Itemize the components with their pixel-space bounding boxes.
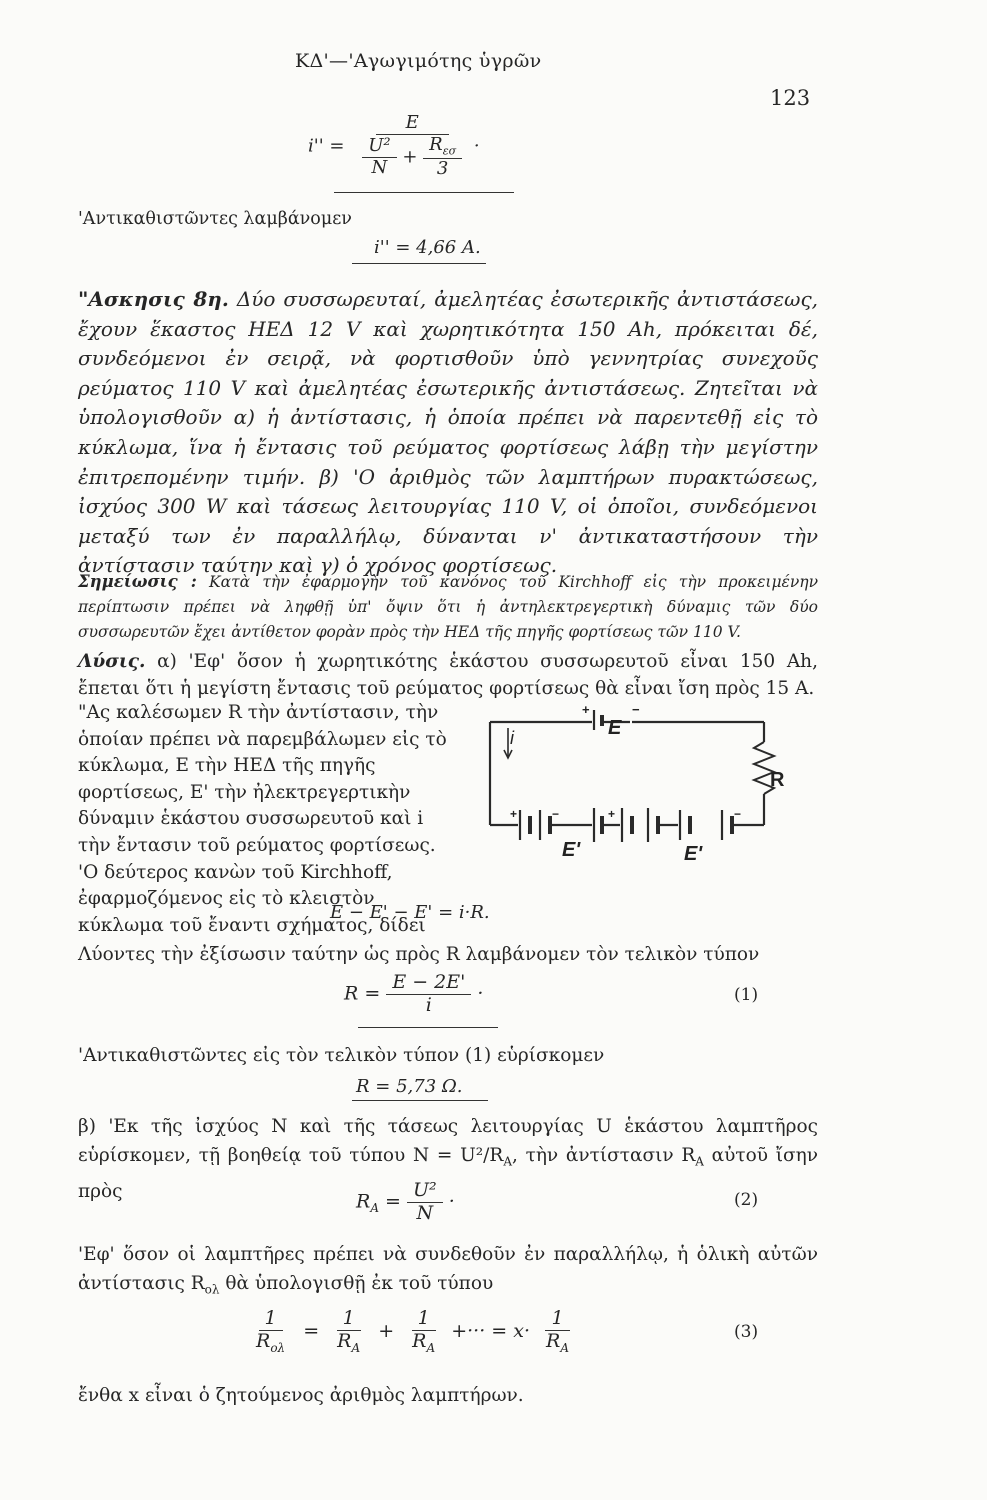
parallel-lamps-text: 'Εφ' ὅσον οἱ λαμπτῆρες πρέπει νὰ συνδεθοῦν ἐν παραλλήλῳ, ἡ ὁλικὴ αὐτῶν ἀντίστασις $R_{o\lambda}$ θὰ ὑπολογισθῇ ἐκ τοῦ τύπου [78, 1244, 818, 1297]
cell-minus-2: − [734, 807, 742, 821]
part-b: β) 'Εκ τῆς ἰσχύος N καὶ τῆς τάσεως λειτουργίας U ἑκάστου λαμπτῆρος εὑρίσκομεν, τῇ βοηθείᾳ τοῦ τύπου $N = U^2/R_A$, τὴν ἀντίστασιν $R_A$ αὐτοῦ ἴσην πρὸς [78, 1116, 818, 1202]
equation-underline [334, 192, 514, 193]
solution [78, 648, 818, 702]
cell-plus-1: + [510, 807, 518, 821]
source-plus: + [582, 702, 590, 717]
equation-3: $\frac{1}{R_{o\lambda}}$ = $\frac{1}{R_A}$ + $\frac{1}{R_A}$ +··· = x· $\frac{1}{R_A}$ [256, 1307, 570, 1355]
note-body: Κατὰ τὴν ἐφαρμογὴν τοῦ κανόνος τοῦ Kirchhoff εἰς τὴν προκειμένην περίπτωσιν πρέπει νὰ ληφθῇ ὑπ' ὄψιν ὅτι ἡ ἀντηλεκτρεγερτικὴ δύναμις τῶν δύο συσσωρευτῶν ἔχει ἀντίθετον φορὰν πρὸς τὴν ΗΕΔ τῆς πηγῆς φορτίσεως τῶν 110 V. [78, 573, 818, 641]
source-label: E [608, 717, 622, 739]
cell-minus-1: − [552, 807, 560, 821]
exercise-body: Δύο συσσωρευταί, ἀμελητέας ἐσωτερικῆς ἀντιστάσεως, ἔχουν ἕκαστος ΗΕΔ 12 V καὶ χωρητικότητα 150 Ah, πρόκειται δέ, συνδεόμενοι ἐν σειρᾷ, νὰ φορτισθοῦν ὑπὸ γεννητρίας συνεχοῦς ρεύματος 110 V καὶ ἀμελητέας ἐσωτερικῆς ἀντιστάσεως. Ζητεῖται νὰ ὑπολογισθοῦν α) ἡ ἀντίστασις, ἡ ὁποία πρέπει νὰ παρεντεθῇ εἰς τὸ κύκλωμα, ἵνα ἡ ἔντασις τοῦ ρεύματος φορτίσεως λάβῃ τὴν μεγίστην ἐπιτρεπομένην τιμήν. β) 'Ο ἀριθμὸς τῶν λαμπτήρων πυρακτώσεως, ἰσχύος 300 W καὶ τάσεως λειτουργίας 110 V, οἱ ὁποῖοι, συνδεόμενοι μεταξύ των ἐν παραλλήλῳ, δύνανται ν' ἀντικαταστήσουν τὴν ἀντίστασιν ταύτην καὶ γ) ὁ χρόνος φορτίσεως. [78, 287, 819, 578]
solution-label: Λύσις. [78, 651, 146, 672]
solution-body: α) 'Εφ' ὅσον ἡ χωρητικότης ἑκάστου συσσωρευτοῦ εἶναι 150 Ah, ἔπεται ὅτι ἡ μεγίστη ἔντασις τοῦ ρεύματος φορτίσεως θὰ εἶναι ἴση πρὸς 15 A. [78, 651, 818, 699]
where-x-text: ἔνθα x εἶναι ὁ ζητούμενος ἀριθμὸς λαμπτήρων. [78, 1385, 524, 1406]
source-minus: − [632, 702, 640, 717]
definitions-paragraph: "Ας καλέσωμεν R τὴν ἀντίστασιν, τὴν ὁποίαν πρέπει νὰ παρεμβάλωμεν εἰς τὸ κύκλωμα, E τὴν ΗΕΔ τῆς πηγῆς φορτίσεως, E' τὴν ἠλεκτρεγερτικὴν δύναμιν ἑκάστου συσσωρευτοῦ καὶ i τὴν ἔντασιν τοῦ ρεύματος φορτίσεως. 'Ο δεύτερος κανὼν τοῦ Kirchhoff, ἐφαρμοζόμενος εἰς τὸ κλειστὸν κύκλωμα τοῦ ἔναντι σχήματος, δίδει [78, 702, 447, 936]
solving-text: Λύοντες τὴν ἐξίσωσιν ταύτην ὡς πρὸς R λαμβάνομεν τὸν τελικὸν τύπον [78, 944, 760, 965]
equation-1-underline [358, 1027, 498, 1028]
running-header: ΚΔ'—'Αγωγιμότης ὑγρῶν [295, 50, 542, 72]
substituting-text-1: 'Αντικαθιστῶντες λαμβάνομεν [78, 209, 352, 229]
cell-plus-2: + [608, 807, 616, 821]
note-label: Σημείωσις : [78, 572, 197, 591]
battery-label-2: E' [684, 843, 703, 865]
equation-1: R = $\frac{E - 2E'}{i}$ · [344, 971, 484, 1016]
exercise-label: "Ασκησις 8η. [78, 287, 229, 311]
note [78, 569, 818, 645]
equation-1-number: (1) [734, 985, 759, 1005]
resistor-label: R [770, 769, 785, 791]
page-number: 123 [770, 86, 811, 110]
current-label: i [510, 728, 514, 748]
result-underline [352, 263, 486, 264]
result-current: i'' = 4,66 A. [374, 237, 481, 258]
battery-label-1: E' [562, 839, 581, 861]
equation-2: $R_A$ = $\frac{\text{U²}}{N}$ · [356, 1179, 455, 1224]
exercise-8 [78, 285, 818, 581]
circuit-diagram [482, 700, 785, 865]
equation-2-number: (2) [734, 1190, 759, 1210]
kirchhoff-equation: E − E' − E' = i·R. [330, 902, 490, 923]
result-2-underline [352, 1100, 488, 1101]
substituting-text-2: 'Αντικαθιστῶντες εἰς τὸν τελικὸν τύπον (1) εὑρίσκομεν [78, 1045, 605, 1066]
equation-i-double-prime: i'' = E $\frac{\text{U²}}{N}$ + $\frac{R_{\varepsilon\sigma}}{3}$ · [308, 112, 480, 179]
equation-3-number: (3) [734, 1322, 759, 1342]
result-resistance: R = 5,73 Ω. [356, 1076, 463, 1097]
